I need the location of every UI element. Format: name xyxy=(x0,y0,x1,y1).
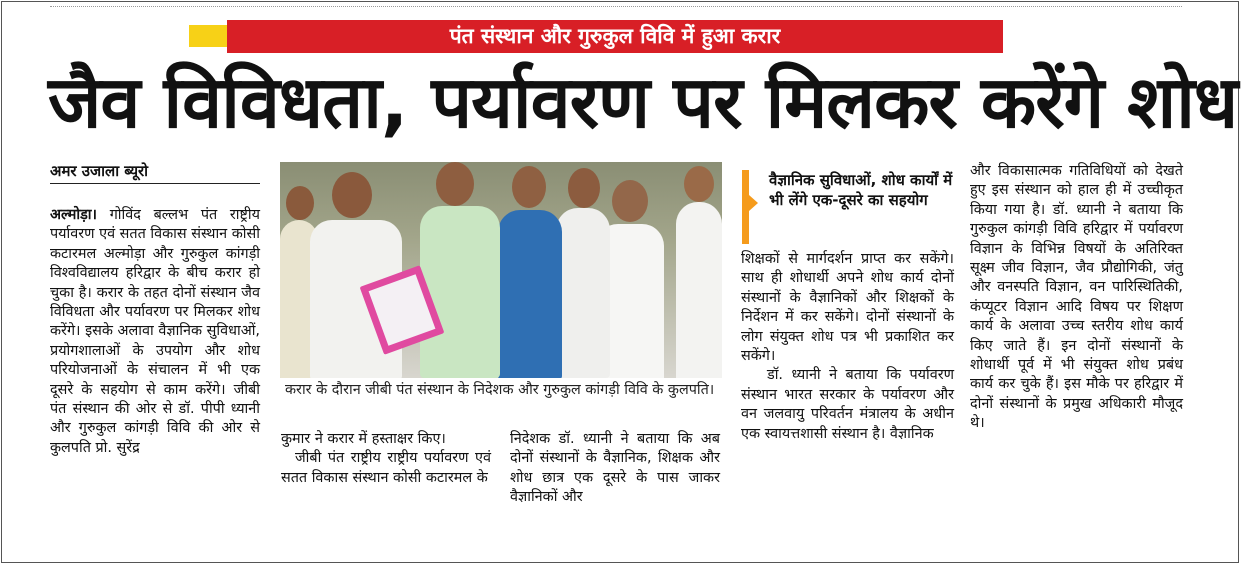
pullquote-bar xyxy=(742,170,749,244)
column-4 xyxy=(741,250,954,444)
column-1 xyxy=(50,206,260,458)
column-2-para-1: कुमार ने करार में हस्ताक्षर किए। xyxy=(281,431,446,447)
column-3 xyxy=(510,430,720,508)
top-rule xyxy=(50,6,1182,11)
photo-caption: करार के दौरान जीबी पंत संस्थान के निदेशक और गुरुकुल कांगड़ी विवि के कुलपति। xyxy=(285,382,715,398)
column-2 xyxy=(281,430,491,488)
column-4-para-1: शिक्षकों से मार्गदर्शन प्राप्त कर सकेंगे। साथ ही शोधार्थी अपने शोध कार्य दोनों संस्थानों के वैज्ञानिकों और शिक्षकों के निर्देशन में कर सकेंगे। दोनों संस्थानों के लोग संयुक्त शोध पत्र भी प्रकाशित कर सकेंगे। xyxy=(741,251,954,365)
column-2-para-2: जीबी पंत राष्ट्रीय राष्ट्रीय पर्यावरण एवं सतत विकास संस्थान कोसी कटारमल के xyxy=(281,450,491,486)
column-4-para-2: डॉ. ध्यानी ने बताया कि पर्यावरण संस्थान भारत सरकार के पर्यावरण और वन जलवायु परिवर्तन मंत्रालय के अधीन एक स्वायत्तशासी संस्थान है। वैज्ञानिक xyxy=(741,367,954,442)
column-1-text: गोविंद बल्लभ पंत राष्ट्रीय पर्यावरण एवं सतत विकास संस्थान कोसी कटारमल अल्मोड़ा और गुरुकुल कांगड़ी विश्वविद्यालय हरिद्वार के बीच करार हो चुका है। करार के तहत दोनों संस्थान जैव विविधता और पर्यावरण पर मिलकर शोध करेंगे। इसके अलावा वैज्ञानिक सुविधाओं, प्रयोगशालाओं के उपयोग और शोध परियोजनाओं के संचालन में भी एक दूसरे के सहयोग से काम करेंगे। जीबी पंत संस्थान की ओर से डॉ. पीपी ध्यानी और गुरुकुल कांगड़ी विवि की ओर से कुलपति प्रो. सुरेंद्र xyxy=(50,207,260,456)
column-3-text: निदेशक डॉ. ध्यानी ने बताया कि अब दोनों संस्थानों के वैज्ञानिक, शिक्षक और शोध छात्र एक दूसरे के पास जाकर वैज्ञानिकों और xyxy=(510,431,720,506)
kicker-accent xyxy=(189,25,227,47)
news-photo xyxy=(280,162,722,378)
dateline: अल्मोड़ा। xyxy=(50,207,97,223)
byline: अमर उजाला ब्यूरो xyxy=(50,162,260,184)
column-5-text: और विकासात्मक गतिविधियों को देखते हुए इस संस्थान को हाल ही में उच्चीकृत किया गया है। डॉ. ध्यानी ने बताया कि गुरुकुल कांगड़ी विवि हरिद्वार में पर्यावरण विज्ञान के विभिन्न विषयों के अतिरिक्त सूक्ष्म जीव विज्ञान, जैव प्रौद्योगिकी, जंतु और वनस्पति विज्ञान, वन पारिस्थितिकी, कंप्यूटर विज्ञान आदि विषय पर शिक्षण कार्य के अलावा उच्च स्तरीय शोध कार्य किए जाते हैं। इन दोनों संस्थानों के शोधार्थी पूर्व में भी संयुक्त शोध प्रबंध कार्य कर चुके हैं। इस मौके पर हरिद्वार में दोनों संस्थानों के प्रमुख अधिकारी मौजूद थे। xyxy=(970,163,1183,432)
pullquote: वैज्ञानिक सुविधाओं, शोध कार्यों में भी लेंगे एक-दूसरे का सहयोग xyxy=(769,171,953,209)
kicker-banner: पंत संस्थान और गुरुकुल विवि में हुआ करार xyxy=(227,20,1003,53)
headline: जैव विविधता, पर्यावरण पर मिलकर करेंगे शोध xyxy=(48,60,1238,144)
column-5 xyxy=(970,162,1183,434)
pullquote-arrow-icon xyxy=(749,195,758,211)
